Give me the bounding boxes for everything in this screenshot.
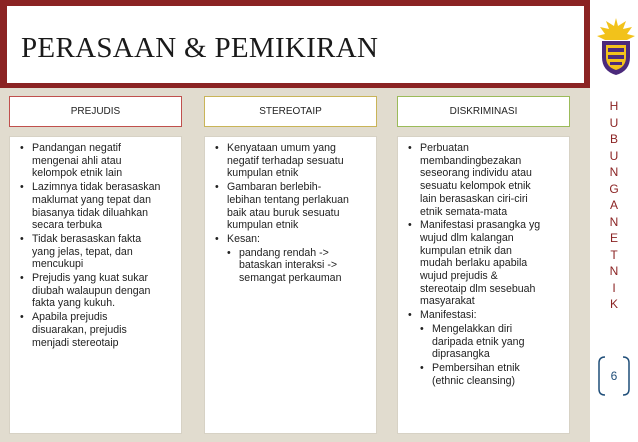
sidebar-letter: N [609, 165, 619, 179]
list-item-line: • Pembersihan etnik [432, 361, 520, 374]
page-number: 6 [610, 369, 618, 383]
column-header [397, 96, 570, 127]
sidebar-letter: B [609, 132, 618, 146]
list-item-line: mudah berlaku apabila [420, 257, 528, 270]
list-item-line: diubah walaupun dengan [32, 284, 151, 297]
sidebar-letter: H [609, 99, 619, 113]
sidebar-letter: G [609, 181, 619, 196]
university-crest-icon [595, 17, 637, 77]
column-diskriminasi [397, 96, 570, 434]
sidebar-letter: E [609, 231, 618, 245]
list-item-line: • Manifestasi prasangka yg [420, 219, 541, 232]
column-header-label: PREJUDIS [70, 106, 121, 117]
list-item-line: wujud prejudis & [420, 270, 498, 283]
sidebar-letter: N [609, 214, 619, 229]
list-item-line: kelompok etnik lain [32, 167, 123, 180]
list-item-line: yang jelas, tepat, dan [32, 245, 133, 258]
list-item-line: disuarakan, prejudis [32, 323, 127, 336]
column-body [397, 136, 570, 434]
list-item-line: • Apabila prejudis [32, 311, 108, 324]
bullet-list [227, 247, 372, 285]
list-item-line: masyarakat [420, 295, 475, 308]
column-header-label: STEREOTAIP [259, 106, 322, 117]
list-item [408, 309, 565, 387]
list-item [20, 142, 177, 180]
list-item [227, 247, 372, 285]
bullet-list [408, 142, 565, 387]
list-item [215, 142, 372, 180]
list-item [408, 142, 565, 218]
list-item-line: • Tidak berasaskan fakta [32, 232, 142, 245]
list-item-line: wujud dlm kalangan [420, 231, 514, 244]
sidebar-letter: U [609, 115, 619, 130]
title-box [7, 6, 584, 83]
bullet-list [20, 142, 177, 349]
list-item-line: • Pandangan negatif [32, 142, 121, 154]
list-item [20, 311, 177, 349]
list-item-line: lebihan tentang perlakuan [227, 193, 349, 206]
list-item-line: daripada etnik yang [432, 335, 525, 348]
list-item-line: • Prejudis yang kuat sukar [32, 272, 149, 285]
sidebar-letter: N [609, 264, 619, 278]
list-item [408, 219, 565, 308]
list-item-line: menjadi stereotaip [32, 336, 119, 349]
list-item-line: • Gambaran berlebih- [227, 181, 322, 194]
list-item-line: kumpulan etnik [227, 167, 299, 180]
sidebar-letter: T [610, 247, 618, 262]
list-item-line: diprasangka [432, 348, 490, 361]
list-item-line: • Lazimnya tidak berasaskan [32, 181, 161, 194]
list-item [20, 233, 177, 271]
list-item [215, 181, 372, 232]
list-item [420, 362, 565, 387]
list-item-line: negatif terhadap sesuatu [227, 154, 344, 167]
list-item [215, 233, 372, 285]
list-item-line: seseorang individu atau [420, 167, 532, 180]
list-item-line: membandingbezakan [420, 154, 522, 167]
list-item-line: kumpulan etnik [227, 219, 299, 232]
list-item-line: fakta yang kukuh. [32, 297, 116, 310]
column-body [204, 136, 377, 434]
column-body [9, 136, 182, 434]
list-item [20, 181, 177, 232]
list-item-line: baik atau buruk sesuatu [227, 206, 340, 219]
list-item-line: • Manifestasi: [420, 309, 477, 322]
list-item [20, 272, 177, 310]
list-item-line: • pandang rendah -> [239, 246, 329, 259]
sidebar-vertical-text [602, 100, 626, 310]
list-item-line: sesuatu kelompok etnik [420, 180, 531, 193]
bullet-list [215, 142, 372, 285]
list-item-line: etnik semata-mata [420, 205, 508, 218]
list-item-line: (ethnic cleansing) [432, 374, 516, 387]
list-item-line: lain berasaskan ciri-ciri [420, 192, 528, 205]
sidebar-letter: A [609, 198, 618, 212]
list-item-line: maklumat yang tepat dan [32, 193, 151, 206]
list-item-line: biasanya tidak diluahkan [32, 206, 149, 219]
sidebar-letter: K [609, 297, 618, 311]
page-title: PERASAAN & PEMIKIRAN [21, 32, 379, 64]
list-item-line: kumpulan etnik dan [420, 244, 512, 257]
list-item-line: • Mengelakkan diri [432, 322, 513, 335]
list-item-line: bataskan interaksi -> [239, 259, 338, 272]
list-item-line: semangat perkauman [239, 272, 342, 285]
sidebar-letter: U [609, 148, 619, 163]
list-item-line: stereotaip dlm sesebuah [420, 282, 536, 295]
list-item-line: • Kesan: [227, 232, 260, 245]
list-item-line: • Kenyataan umum yang [227, 142, 336, 154]
list-item-line: mengenai ahli atau [32, 154, 122, 167]
column-header-label: DISKRIMINASI [449, 106, 518, 117]
bullet-list [420, 323, 565, 388]
list-item-line: mencukupi [32, 258, 84, 271]
column-stereotaip [204, 96, 377, 434]
column-header [204, 96, 377, 127]
column-header [9, 96, 182, 127]
sidebar-letter: I [612, 280, 616, 295]
list-item [420, 323, 565, 361]
list-item-line: • Perbuatan [420, 142, 469, 154]
column-prejudis [9, 96, 182, 434]
list-item-line: secara terbuka [32, 219, 103, 232]
